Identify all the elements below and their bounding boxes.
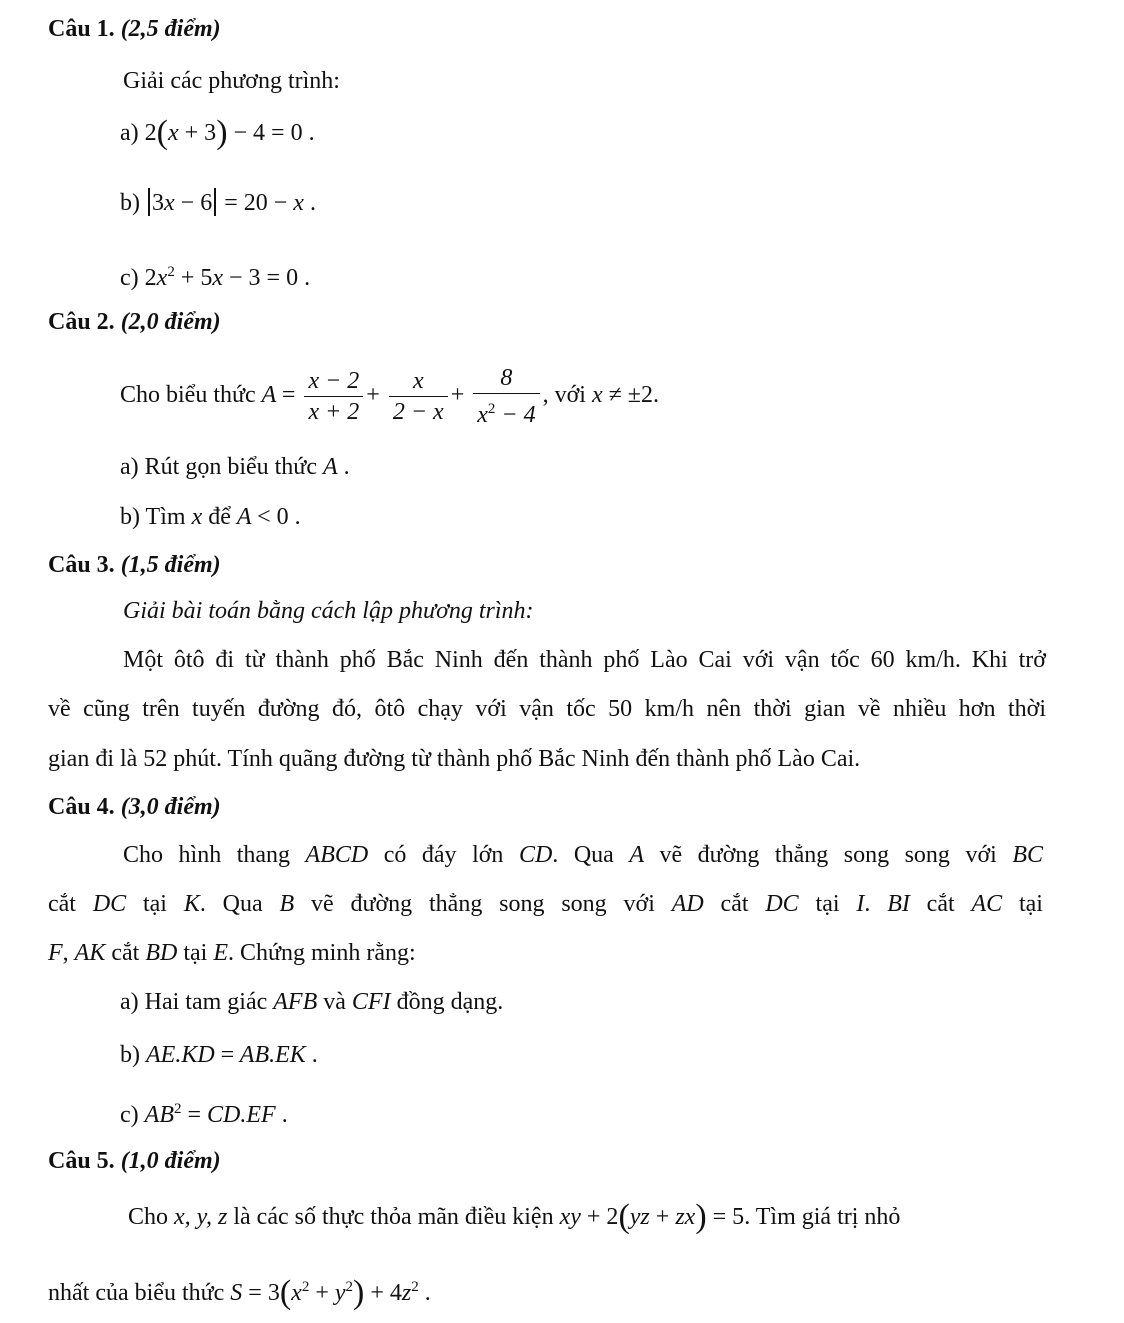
q2-intro: Cho biểu thức xyxy=(120,382,256,408)
q1-points: (2,5 điểm) xyxy=(120,16,221,42)
q1-b-label: b) xyxy=(120,190,140,216)
q5-line-2 xyxy=(48,1272,431,1311)
q2-b-var: x xyxy=(191,504,203,530)
q4-line-1: Cho hình thang ABCD có đáy lớn CD. Qua A vẽ đường thẳng song song với BC xyxy=(123,842,1043,868)
q4-a-tri2: CFI xyxy=(351,989,391,1015)
q4-a-tri1: AFB xyxy=(273,989,318,1015)
q2-condition-text: , với xyxy=(542,382,586,408)
q5-line1-mid: là các số thực thỏa mãn điều kiện xyxy=(233,1204,554,1230)
q5-title xyxy=(48,1146,221,1176)
q5-line1-end: . Tìm giá trị nhỏ xyxy=(744,1204,901,1230)
q2-a-math: A . xyxy=(322,454,350,480)
q1-a-label: a) xyxy=(120,120,139,146)
q5-heading: Câu 5. xyxy=(48,1148,115,1174)
q4-line-2: cắt DC tại K. Qua B vẽ đường thẳng song song với AD cắt DC tại I. BI cắt AC tại xyxy=(48,891,1043,917)
q4-part-c xyxy=(120,1094,288,1130)
fraction-2: $\frac{x}{2 - x}$ xyxy=(389,366,448,427)
fraction-3: $\frac{8}{x^2 - 4}$ xyxy=(473,363,539,430)
q1-heading: Câu 1. xyxy=(48,16,115,42)
q2-a-text: a) Rút gọn biểu thức xyxy=(120,454,317,480)
q5-points: (1,0 điểm) xyxy=(120,1148,221,1174)
q1-part-b xyxy=(120,188,316,218)
q2-heading: Câu 2. xyxy=(48,309,115,335)
q4-points: (3,0 điểm) xyxy=(120,794,221,820)
q4-b-label: b) xyxy=(120,1042,140,1068)
q2-expression: A = $\frac{x - 2}{x + 2}$ + $\frac{x}{2 - x}$ + $\frac{8}{x^2 - 4}$ xyxy=(262,382,543,408)
q4-b-math: AE.KD = AB.EK . xyxy=(146,1042,318,1068)
q3-line-2: về cũng trên tuyến đường đó, ôtô chạy với vận tốc 50 km/h nên thời gian về nhiều hơn thời xyxy=(48,696,1046,722)
q2-title xyxy=(48,307,221,337)
q1-part-c xyxy=(120,257,310,293)
q5-line1-start: Cho xyxy=(128,1204,169,1230)
q4-a-text: a) Hai tam giác xyxy=(120,989,268,1015)
q5-line2-start: nhất của biểu thức xyxy=(48,1280,225,1306)
q4-part-b xyxy=(120,1040,318,1070)
q1-c-equation: $2x^2 + 5x - 3 = 0$ . xyxy=(144,264,311,291)
q4-c-label: c) xyxy=(120,1102,139,1128)
q4-a-end: đồng dạng. xyxy=(396,989,504,1015)
q4-a-and: và xyxy=(323,989,346,1015)
q2-condition-math: x ≠ ±2. xyxy=(591,382,659,408)
q2-b-text: b) Tìm xyxy=(120,504,186,530)
q5-line-1 xyxy=(128,1198,901,1235)
q4-part-a xyxy=(120,987,503,1017)
q4-line-3: F, AK cắt BD tại E. Chứng minh rằng: xyxy=(48,940,416,966)
q2-b-mid: để xyxy=(208,504,231,530)
q3-heading: Câu 3. xyxy=(48,552,115,578)
q1-title xyxy=(48,14,221,44)
q3-line-1: Một ôtô đi từ thành phố Bắc Ninh đến thành phố Lào Cai với vận tốc 60 km/h. Khi trở xyxy=(123,647,1046,673)
q4-heading: Câu 4. xyxy=(48,794,115,820)
q1-intro: Giải các phương trình: xyxy=(123,68,340,94)
q2-points: (2,0 điểm) xyxy=(120,309,221,335)
q2-expression-line xyxy=(120,360,659,430)
q1-b-equation: 3x − 6 = 20 − x . xyxy=(146,190,316,216)
q3-method: Giải bài toán bằng cách lập phương trình: xyxy=(123,598,534,624)
q3-title xyxy=(48,550,221,580)
q1-c-label: c) xyxy=(120,265,139,291)
q1-part-a xyxy=(120,114,315,151)
fraction-1: $\frac{x - 2}{x + 2}$ xyxy=(304,366,363,427)
q4-c-math: $AB^2 = CD.EF$ . xyxy=(144,1101,288,1128)
q2-part-b xyxy=(120,502,301,532)
q5-expression: $S = 3(x^2 + y^2) + 4z^2$ . xyxy=(230,1274,431,1311)
q5-vars: x, y, z xyxy=(174,1204,228,1230)
q3-line-3: gian đi là 52 phút. Tính quãng đường từ thành phố Bắc Ninh đến thành phố Lào Cai. xyxy=(48,746,861,772)
q5-condition: xy + 2(yz + zx) = 5 xyxy=(559,1198,745,1235)
q4-title xyxy=(48,792,221,822)
q2-part-a xyxy=(120,452,350,482)
q1-a-equation: 2(x + 3) − 4 = 0 . xyxy=(144,114,315,151)
q2-b-math: A < 0 . xyxy=(236,504,301,530)
q3-points: (1,5 điểm) xyxy=(120,552,221,578)
